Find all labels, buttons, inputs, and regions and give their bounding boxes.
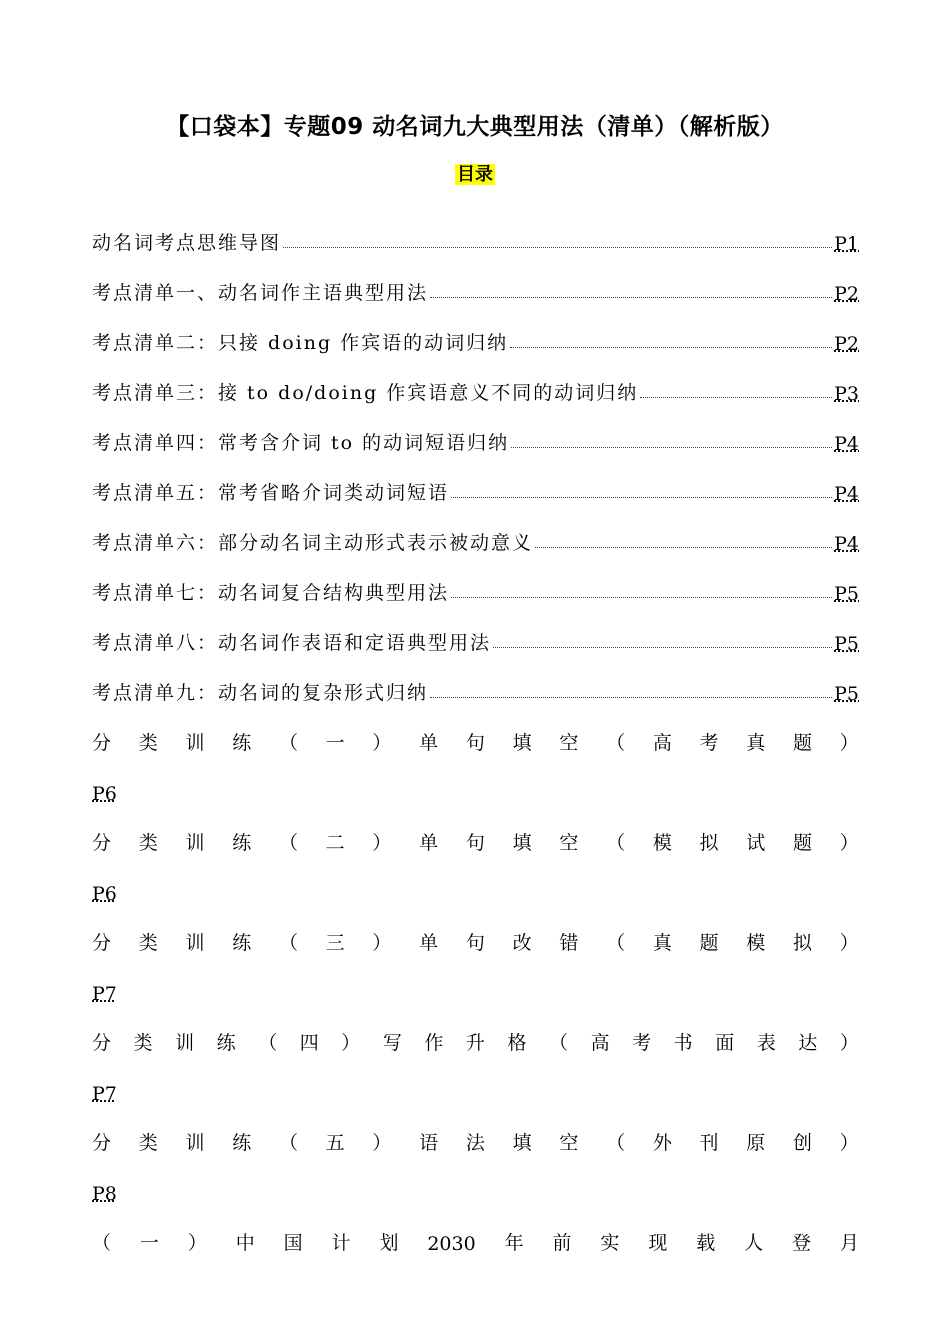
- last-line-char: 国: [283, 1232, 303, 1254]
- last-line-char: ）: [187, 1232, 207, 1254]
- toc-page-link[interactable]: P1: [834, 233, 859, 255]
- label-char: 拟: [699, 832, 719, 854]
- label-char: 刊: [699, 1132, 719, 1154]
- label-char: 格: [507, 1032, 527, 1054]
- label-char: 创: [793, 1132, 813, 1154]
- label-char: 填: [512, 832, 532, 854]
- last-line-char: 划: [379, 1232, 399, 1254]
- label-char: 类: [138, 832, 158, 854]
- toc-entry[interactable]: [92, 655, 859, 705]
- label-char: 单: [419, 932, 439, 954]
- training-page-link[interactable]: P6: [92, 883, 117, 905]
- dot-leader: [430, 697, 832, 698]
- toc-entry-label: 考点清单三：接 to do/doing 作宾语意义不同的动词归纳: [92, 382, 639, 404]
- label-char: 单: [419, 832, 439, 854]
- label-char: ）: [839, 1132, 859, 1154]
- label-char: ）: [372, 832, 392, 854]
- dot-leader: [535, 547, 832, 548]
- training-entry[interactable]: [92, 805, 859, 905]
- dot-leader: [640, 397, 832, 398]
- training-entry-label: [92, 905, 859, 955]
- label-char: 真: [652, 932, 672, 954]
- label-char: 类: [138, 732, 158, 754]
- label-char: 题: [793, 732, 813, 754]
- toc-entry[interactable]: [92, 355, 859, 405]
- last-line-char: 载: [696, 1232, 716, 1254]
- toc-heading-text: 目录: [457, 164, 493, 185]
- last-line-char: 登: [792, 1232, 812, 1254]
- label-char: （: [278, 932, 298, 954]
- label-char: （: [606, 732, 626, 754]
- training-page-link[interactable]: P6: [92, 783, 117, 805]
- label-char: 训: [185, 732, 205, 754]
- label-char: 训: [185, 932, 205, 954]
- label-char: 五: [325, 1132, 345, 1154]
- training-entry-label: [92, 1005, 859, 1055]
- dot-leader: [493, 647, 832, 648]
- label-char: 模: [746, 932, 766, 954]
- toc-entry[interactable]: [92, 305, 859, 355]
- toc-entry[interactable]: [92, 405, 859, 455]
- last-line: [92, 1205, 859, 1255]
- label-char: 考: [632, 1032, 652, 1054]
- label-char: 句: [465, 932, 485, 954]
- label-char: 练: [232, 1132, 252, 1154]
- label-char: 三: [325, 932, 345, 954]
- label-char: 空: [559, 832, 579, 854]
- toc-page-link[interactable]: P3: [834, 383, 859, 405]
- label-char: （: [278, 832, 298, 854]
- dot-leader: [451, 597, 832, 598]
- training-entry-label: [92, 705, 859, 755]
- label-char: 试: [746, 832, 766, 854]
- toc-entry[interactable]: [92, 255, 859, 305]
- label-char: ）: [372, 1132, 392, 1154]
- toc-page-link[interactable]: P4: [834, 533, 859, 555]
- toc-entry-label: 考点清单五：常考省略介词类动词短语: [92, 482, 450, 504]
- label-char: 写: [382, 1032, 402, 1054]
- last-line-char: 现: [648, 1232, 668, 1254]
- label-char: 题: [793, 832, 813, 854]
- label-char: ）: [839, 832, 859, 854]
- label-char: 真: [746, 732, 766, 754]
- label-char: 练: [216, 1032, 236, 1054]
- label-char: 升: [465, 1032, 485, 1054]
- toc-entry[interactable]: [92, 605, 859, 655]
- label-char: 练: [232, 932, 252, 954]
- label-char: 句: [465, 732, 485, 754]
- toc-page-link[interactable]: P5: [834, 633, 859, 655]
- label-char: 作: [424, 1032, 444, 1054]
- label-char: 高: [590, 1032, 610, 1054]
- label-char: 空: [559, 732, 579, 754]
- label-char: 语: [419, 1132, 439, 1154]
- label-char: 错: [559, 932, 579, 954]
- training-entry[interactable]: [92, 905, 859, 1005]
- dot-leader: [451, 497, 832, 498]
- label-char: 法: [465, 1132, 485, 1154]
- table-of-contents: [92, 205, 859, 1255]
- training-page-link[interactable]: P8: [92, 1183, 117, 1205]
- label-char: （: [606, 1132, 626, 1154]
- training-entry[interactable]: [92, 1105, 859, 1205]
- toc-entry-label: 考点清单六：部分动名词主动形式表示被动意义: [92, 532, 534, 554]
- last-line-char: 一: [139, 1232, 159, 1254]
- label-char: 书: [673, 1032, 693, 1054]
- label-char: 填: [512, 732, 532, 754]
- label-char: 表: [756, 1032, 776, 1054]
- label-char: （: [278, 1132, 298, 1154]
- label-char: 训: [185, 1132, 205, 1154]
- toc-page-link[interactable]: P2: [834, 283, 859, 305]
- toc-page-link[interactable]: P4: [834, 433, 859, 455]
- label-char: （: [549, 1032, 569, 1054]
- label-char: 练: [232, 732, 252, 754]
- document-title: 【口袋本】专题09 动名词九大典型用法（清单）（解析版）: [166, 114, 784, 140]
- toc-entry-label: 考点清单九：动名词的复杂形式归纳: [92, 682, 429, 704]
- toc-heading: [0, 160, 950, 186]
- label-char: 外: [652, 1132, 672, 1154]
- label-char: 训: [185, 832, 205, 854]
- toc-entry-label: 考点清单四：常考含介词 to 的动词短语归纳: [92, 432, 510, 454]
- toc-page-link[interactable]: P5: [834, 683, 859, 705]
- toc-entry-label: 考点清单二：只接 doing 作宾语的动词归纳: [92, 332, 509, 354]
- label-char: ）: [372, 732, 392, 754]
- label-char: （: [258, 1032, 278, 1054]
- last-line-char: 计: [331, 1232, 351, 1254]
- toc-page-link[interactable]: P4: [834, 483, 859, 505]
- last-line-char: 中: [235, 1232, 255, 1254]
- last-line-char: （: [92, 1232, 112, 1254]
- dot-leader: [511, 447, 832, 448]
- label-char: 空: [559, 1132, 579, 1154]
- training-entry-label: [92, 805, 859, 855]
- label-char: 模: [652, 832, 672, 854]
- toc-entry-label: 考点清单七：动名词复合结构典型用法: [92, 582, 450, 604]
- label-char: 单: [419, 732, 439, 754]
- toc-entry[interactable]: [92, 205, 859, 255]
- last-line-char: 年: [504, 1232, 524, 1254]
- label-char: 考: [699, 732, 719, 754]
- last-line-char: 前: [552, 1232, 572, 1254]
- label-char: 填: [512, 1132, 532, 1154]
- label-char: 原: [746, 1132, 766, 1154]
- label-char: 高: [652, 732, 672, 754]
- toc-page-link[interactable]: P2: [834, 333, 859, 355]
- label-char: 分: [92, 732, 112, 754]
- toc-entry[interactable]: [92, 455, 859, 505]
- label-char: 分: [92, 832, 112, 854]
- label-char: （: [278, 732, 298, 754]
- label-char: 类: [138, 932, 158, 954]
- label-char: ）: [341, 1032, 361, 1054]
- label-char: 句: [465, 832, 485, 854]
- dot-leader: [510, 347, 832, 348]
- label-char: 分: [92, 1032, 112, 1054]
- label-char: （: [606, 832, 626, 854]
- label-char: 分: [92, 1132, 112, 1154]
- label-char: ）: [372, 932, 392, 954]
- dot-leader: [283, 247, 832, 248]
- toc-entry-label: 考点清单八：动名词作表语和定语典型用法: [92, 632, 492, 654]
- label-char: 四: [299, 1032, 319, 1054]
- label-char: 练: [232, 832, 252, 854]
- label-char: 达: [798, 1032, 818, 1054]
- label-char: ）: [839, 1032, 859, 1054]
- label-char: ）: [839, 732, 859, 754]
- last-line-char: 月: [839, 1232, 859, 1254]
- training-page-link[interactable]: P7: [92, 1083, 117, 1105]
- label-char: 一: [325, 732, 345, 754]
- label-char: 训: [175, 1032, 195, 1054]
- last-line-char: 2030: [427, 1233, 476, 1255]
- label-char: 面: [715, 1032, 735, 1054]
- last-line-char: 人: [744, 1232, 764, 1254]
- toc-entry[interactable]: [92, 555, 859, 605]
- label-char: （: [606, 932, 626, 954]
- toc-entry[interactable]: [92, 505, 859, 555]
- training-entry-label: [92, 1105, 859, 1155]
- label-char: 题: [699, 932, 719, 954]
- label-char: 拟: [793, 932, 813, 954]
- label-char: 类: [133, 1032, 153, 1054]
- last-line-char: 实: [600, 1232, 620, 1254]
- training-page-link[interactable]: P7: [92, 983, 117, 1005]
- label-char: 类: [138, 1132, 158, 1154]
- dot-leader: [430, 297, 832, 298]
- toc-entry-label: 考点清单一、动名词作主语典型用法: [92, 282, 429, 304]
- toc-entry-label: 动名词考点思维导图: [92, 232, 282, 254]
- label-char: 分: [92, 932, 112, 954]
- toc-page-link[interactable]: P5: [834, 583, 859, 605]
- training-entry[interactable]: [92, 705, 859, 805]
- label-char: ）: [839, 932, 859, 954]
- label-char: 改: [512, 932, 532, 954]
- training-entry[interactable]: [92, 1005, 859, 1105]
- label-char: 二: [325, 832, 345, 854]
